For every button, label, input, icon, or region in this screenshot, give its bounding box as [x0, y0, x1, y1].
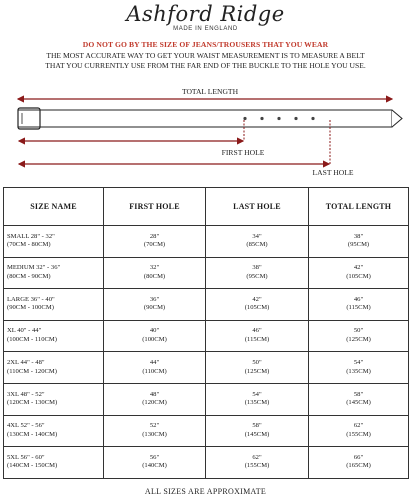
size-name-cell: 2XL 44" - 48" (110CM - 120CM): [4, 352, 104, 384]
first-hole-cell: 48" (120CM): [104, 383, 206, 415]
table-row: [4, 289, 409, 321]
header-last-hole: LAST HOLE: [206, 188, 309, 226]
intro-line-2: THAT YOU CURRENTLY USE FROM THE FAR END OF THE BUCKLE TO THE HOLE YOU USE.: [45, 60, 366, 70]
brand-logo: Ashford Ridge: [126, 2, 285, 26]
size-chart-table: [3, 187, 409, 479]
last-hole-cell: 38" (95CM): [206, 257, 309, 289]
size-name-cell: 3XL 48" - 52" (120CM - 130CM): [4, 383, 104, 415]
first-hole-cell: 44" (110CM): [104, 352, 206, 384]
intro-text: [8, 51, 403, 70]
size-name-cell: LARGE 36" - 40" (90CM - 100CM): [4, 289, 104, 321]
last-hole-cell: 62" (155CM): [206, 447, 309, 479]
size-name-cell: SMALL 28" - 32" (70CM - 80CM): [4, 226, 104, 258]
first-hole-label: FIRST HOLE: [221, 148, 265, 157]
first-hole-cell: 56" (140CM): [104, 447, 206, 479]
warning-heading: DO NOT GO BY THE SIZE OF JEANS/TROUSERS THAT YOU WEAR: [82, 40, 329, 49]
belt-diagram: [0, 80, 411, 180]
size-name-cell: XL 40" - 44" (100CM - 110CM): [4, 320, 104, 352]
size-name-cell: 5XL 56" - 60" (140CM - 150CM): [4, 447, 104, 479]
brand-subtitle: MADE IN ENGLAND: [173, 26, 238, 32]
table-header-row: [4, 188, 409, 226]
footer-note: ALL SIZES ARE APPROXIMATE: [144, 487, 267, 496]
total-length-cell: 66" (165CM): [309, 447, 409, 479]
header-first-hole: FIRST HOLE: [104, 188, 206, 226]
header-total-length: TOTAL LENGTH: [309, 188, 409, 226]
table-row: [4, 320, 409, 352]
table-row: [4, 226, 409, 258]
table-row: [4, 352, 409, 384]
last-hole-cell: 46" (115CM): [206, 320, 309, 352]
size-name-cell: 4XL 52" - 56" (130CM - 140CM): [4, 415, 104, 447]
first-hole-cell: 52" (130CM): [104, 415, 206, 447]
belt-strap: [18, 110, 392, 127]
last-hole-cell: 42" (105CM): [206, 289, 309, 321]
first-hole-cell: 28" (70CM): [104, 226, 206, 258]
total-length-cell: 54" (135CM): [309, 352, 409, 384]
last-hole-cell: 34" (85CM): [206, 226, 309, 258]
table-row: [4, 383, 409, 415]
table-row: [4, 415, 409, 447]
total-length-label: TOTAL LENGTH: [181, 87, 239, 96]
header-size-name: SIZE NAME: [4, 188, 104, 226]
first-hole-cell: 32" (80CM): [104, 257, 206, 289]
first-hole-cell: 36" (90CM): [104, 289, 206, 321]
last-hole-cell: 50" (125CM): [206, 352, 309, 384]
total-length-cell: 46" (115CM): [309, 289, 409, 321]
last-hole-cell: 58" (145CM): [206, 415, 309, 447]
intro-line-1: THE MOST ACCURATE WAY TO GET YOUR WAIST MEASUREMENT IS TO MEASURE A BELT: [46, 51, 365, 60]
total-length-cell: 50" (125CM): [309, 320, 409, 352]
last-hole-label: LAST HOLE: [312, 168, 354, 177]
table-row: [4, 447, 409, 479]
table-row: [4, 257, 409, 289]
total-length-cell: 38" (95CM): [309, 226, 409, 258]
last-hole-cell: 54" (135CM): [206, 383, 309, 415]
size-name-cell: MEDIUM 32" - 36" (80CM - 90CM): [4, 257, 104, 289]
first-hole-cell: 40" (100CM): [104, 320, 206, 352]
total-length-cell: 58" (145CM): [309, 383, 409, 415]
total-length-cell: 62" (155CM): [309, 415, 409, 447]
total-length-cell: 42" (105CM): [309, 257, 409, 289]
